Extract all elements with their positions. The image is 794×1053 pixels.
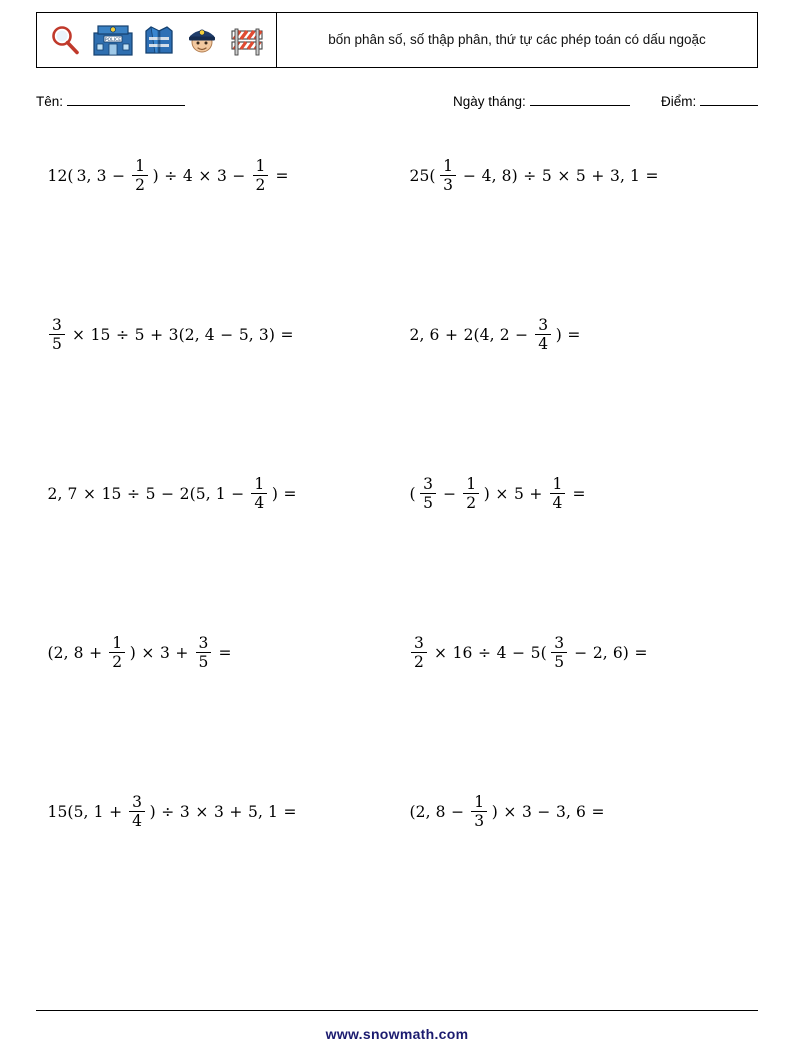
fraction-numerator: 1 <box>474 793 485 811</box>
problem-8 <box>408 617 758 776</box>
operator: + <box>444 325 459 344</box>
fraction-numerator: 1 <box>135 157 146 175</box>
fraction <box>440 158 456 194</box>
operator: + <box>229 802 243 821</box>
operator: + <box>89 643 103 662</box>
term: 16 <box>452 643 473 662</box>
term: ) <box>149 802 156 821</box>
term: 3 <box>213 802 224 821</box>
term: ) <box>555 325 562 344</box>
term: ( <box>409 484 416 503</box>
fraction-numerator: 1 <box>255 157 266 175</box>
police-officer-icon <box>185 23 219 57</box>
score-input-blank[interactable] <box>700 92 758 106</box>
fraction-denominator: 4 <box>535 334 551 352</box>
term: ) <box>491 802 498 821</box>
worksheet-title: bốn phân số, số thập phân, thứ tự các phép toán có dấu ngoặc <box>328 31 706 47</box>
term: 12( <box>47 166 74 185</box>
operator: + <box>109 802 123 821</box>
operator: × <box>195 802 209 821</box>
problem-3 <box>36 299 408 458</box>
fraction-numerator: 1 <box>112 634 123 652</box>
term: 3, 6 <box>556 802 586 821</box>
fraction-numerator: 3 <box>132 793 143 811</box>
fraction <box>463 476 479 512</box>
problem-9 <box>36 776 408 935</box>
fraction <box>129 794 145 830</box>
operator: + <box>150 325 164 344</box>
term: 25( <box>409 166 436 185</box>
operator: ÷ <box>523 166 537 185</box>
term: 4 <box>182 166 193 185</box>
term: 2(4, 2 <box>463 325 510 344</box>
fraction-denominator: 2 <box>411 652 427 670</box>
name-field-group <box>36 92 185 109</box>
expression <box>408 158 663 194</box>
operator: − <box>463 166 477 185</box>
operator: − <box>451 802 465 821</box>
term: 3 <box>159 643 170 662</box>
date-field-group <box>453 92 630 109</box>
problem-6 <box>408 458 758 617</box>
problem-grid <box>36 140 758 935</box>
date-input-blank[interactable] <box>530 92 630 106</box>
operator: × <box>495 484 509 503</box>
fraction <box>551 635 567 671</box>
fraction <box>49 317 65 353</box>
fraction-numerator: 3 <box>423 475 434 493</box>
footer-divider <box>36 1010 758 1011</box>
fraction-numerator: 1 <box>552 475 563 493</box>
term: 3 <box>179 802 190 821</box>
name-input-blank[interactable] <box>67 92 185 106</box>
fraction <box>420 476 436 512</box>
operator: − <box>231 484 245 503</box>
operator: + <box>591 166 605 185</box>
operator: = <box>280 325 294 344</box>
term: 15 <box>101 484 122 503</box>
term: 3 <box>216 166 227 185</box>
name-label: Tên: <box>36 94 64 109</box>
expression <box>46 635 236 671</box>
fraction <box>251 476 267 512</box>
operator: − <box>515 325 529 344</box>
fraction <box>535 317 551 353</box>
operator: − <box>112 166 126 185</box>
term: 2(5, 1 <box>179 484 226 503</box>
term: 5 <box>145 484 156 503</box>
fraction-denominator: 4 <box>550 493 566 511</box>
fraction <box>411 635 427 671</box>
operator: ÷ <box>116 325 130 344</box>
term: 5 <box>513 484 524 503</box>
fraction-denominator: 2 <box>463 493 479 511</box>
fraction <box>196 635 212 671</box>
fraction <box>471 794 487 830</box>
operator: = <box>645 166 659 185</box>
problem-4 <box>408 299 758 458</box>
term: 15 <box>90 325 111 344</box>
operator: = <box>275 166 289 185</box>
fraction-numerator: 3 <box>198 634 209 652</box>
operator: = <box>283 484 297 503</box>
fraction-denominator: 5 <box>196 652 212 670</box>
term: 5, 1 <box>248 802 278 821</box>
operator: ÷ <box>127 484 141 503</box>
operator: ÷ <box>478 643 492 662</box>
police-station-icon <box>92 23 134 57</box>
term: 3, 1 <box>609 166 640 185</box>
operator: − <box>512 643 526 662</box>
operator: = <box>634 643 648 662</box>
fraction-denominator: 4 <box>129 811 145 829</box>
fraction-numerator: 3 <box>538 316 549 334</box>
operator: ÷ <box>161 802 175 821</box>
term: (2, 8 <box>409 802 446 821</box>
fraction <box>109 635 125 671</box>
term: 5( <box>530 643 547 662</box>
fraction-denominator: 5 <box>49 334 65 352</box>
expression <box>46 794 301 830</box>
term: ) <box>483 484 490 503</box>
term: 5 <box>575 166 586 185</box>
fraction-denominator: 4 <box>251 493 267 511</box>
operator: + <box>175 643 189 662</box>
operator: = <box>591 802 605 821</box>
road-barrier-icon <box>229 23 265 57</box>
problem-10 <box>408 776 758 935</box>
fraction <box>253 158 269 194</box>
operator: × <box>198 166 212 185</box>
expression <box>46 317 298 353</box>
svg-text:POLICE: POLICE <box>104 38 121 43</box>
problem-2 <box>408 140 758 299</box>
fraction-denominator: 2 <box>132 175 148 193</box>
operator: − <box>574 643 588 662</box>
fraction-denominator: 2 <box>109 652 125 670</box>
expression <box>408 635 652 671</box>
student-info-row <box>36 92 758 116</box>
operator: − <box>537 802 551 821</box>
term: 5, 3) <box>238 325 275 344</box>
fraction-denominator: 2 <box>253 175 269 193</box>
expression <box>408 476 590 512</box>
operator: × <box>141 643 155 662</box>
problem-5 <box>36 458 408 617</box>
term: 4, 8) <box>481 166 518 185</box>
problem-7 <box>36 617 408 776</box>
fraction-denominator: 5 <box>420 493 436 511</box>
operator: − <box>161 484 175 503</box>
magnifier-icon <box>48 23 82 57</box>
operator: × <box>557 166 571 185</box>
term: ) <box>129 643 136 662</box>
operator: = <box>572 484 586 503</box>
operator: × <box>433 643 448 662</box>
header-icon-strip <box>37 13 277 67</box>
term: 5 <box>541 166 552 185</box>
worksheet-header <box>36 12 758 68</box>
operator: ÷ <box>164 166 178 185</box>
term: 5 <box>134 325 145 344</box>
expression <box>408 794 609 830</box>
fraction-numerator: 3 <box>52 316 62 334</box>
safety-vest-icon <box>143 23 175 57</box>
operator: = <box>218 643 232 662</box>
expression <box>46 158 293 194</box>
fraction-numerator: 3 <box>414 634 424 652</box>
operator: = <box>283 802 297 821</box>
term: 3(2, 4 <box>168 325 215 344</box>
term: 2, 7 <box>47 484 78 503</box>
fraction-numerator: 3 <box>554 634 565 652</box>
operator: = <box>567 325 581 344</box>
operator: − <box>220 325 234 344</box>
term: (2, 8 <box>47 643 84 662</box>
fraction-denominator: 3 <box>440 175 456 193</box>
fraction-numerator: 1 <box>254 475 265 493</box>
score-field-group <box>661 92 758 109</box>
problem-1 <box>36 140 408 299</box>
fraction-numerator: 1 <box>443 157 454 175</box>
fraction-numerator: 1 <box>466 475 477 493</box>
operator: − <box>232 166 246 185</box>
footer-site-url: www.snowmath.com <box>325 1026 469 1042</box>
operator: − <box>443 484 457 503</box>
term: 2, 6) <box>592 643 629 662</box>
operator: + <box>529 484 543 503</box>
term: ) <box>152 166 159 185</box>
operator: × <box>503 802 517 821</box>
term: ) <box>271 484 278 503</box>
term: 3 <box>521 802 532 821</box>
term: 15(5, 1 <box>47 802 104 821</box>
operator: × <box>82 484 97 503</box>
expression <box>46 476 301 512</box>
operator: × <box>71 325 86 344</box>
fraction <box>550 476 566 512</box>
term: 4 <box>496 643 507 662</box>
date-label: Ngày tháng: <box>453 94 526 109</box>
fraction <box>132 158 148 194</box>
score-label: Điểm: <box>661 94 697 109</box>
term: 2, 6 <box>409 325 440 344</box>
fraction-denominator: 5 <box>551 652 567 670</box>
term: 3, 3 <box>76 166 107 185</box>
expression <box>408 317 584 353</box>
fraction-denominator: 3 <box>471 811 487 829</box>
